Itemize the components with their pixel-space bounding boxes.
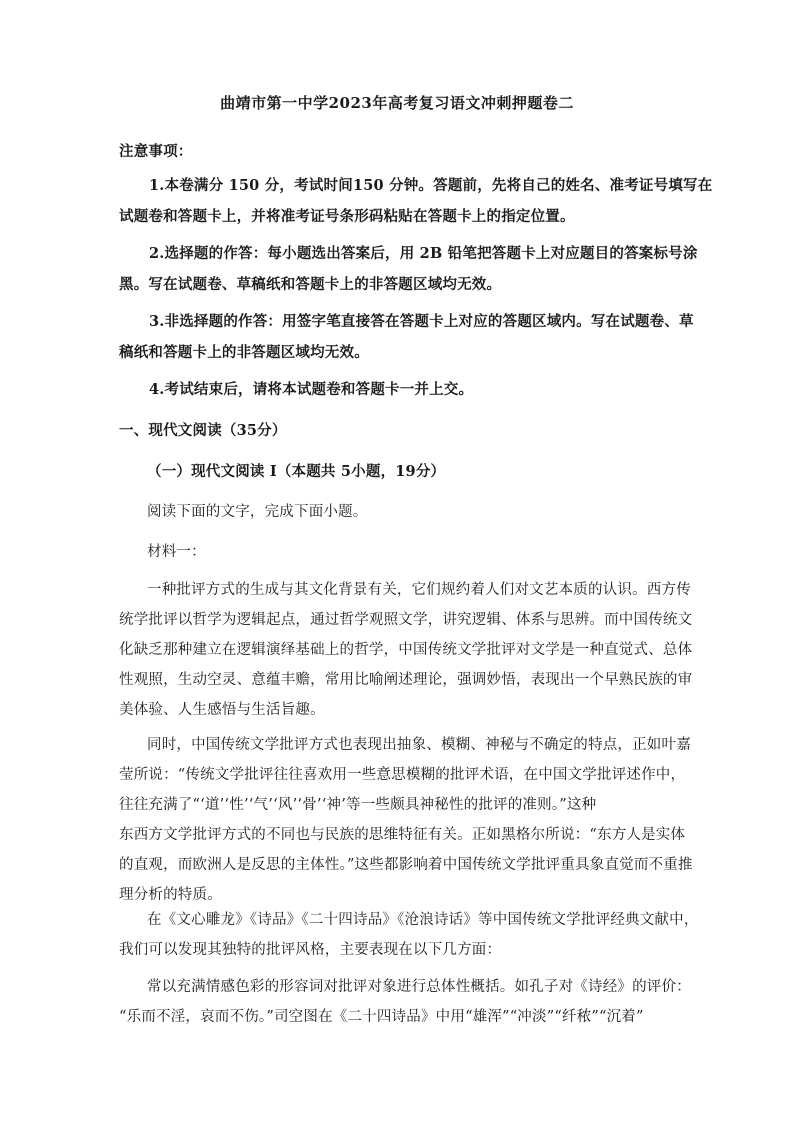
paragraph-2 bbox=[119, 730, 693, 910]
reading-instruction bbox=[119, 495, 679, 529]
notice-heading: 注意事项： bbox=[119, 143, 193, 160]
paragraph-4-line: 常以充满情感色彩的形容词对批评对象进行总体性概括。如孔子对《诗经》的评价： bbox=[147, 979, 691, 995]
paragraph-1-line: 一种批评方式的生成与其文化背景有关，它们规约着人们对文艺本质的认识。西方传 bbox=[147, 582, 691, 598]
paragraph-1-line: 美体验、人生感悟与生活旨趣。 bbox=[119, 702, 325, 718]
notice-item-1 bbox=[119, 170, 713, 232]
reading-instruction-text: 阅读下面的文字，完成下面小题。 bbox=[147, 504, 368, 520]
notice-item-2-line-2: 黑。写在试题卷、草稿纸和答题卡上的非答题区域均无效。 bbox=[119, 276, 502, 293]
notice-item-4 bbox=[119, 374, 679, 405]
paragraph-2-line: 莹所说：“传统文学批评往往喜欢用一些意思模糊的批评术语，在中国文学批评述作中， bbox=[119, 767, 686, 783]
paragraph-2-line: 东西方文学批评方式的不同也与民族的思维特征有关。正如黑格尔所说：“东方人是实体 bbox=[119, 827, 686, 843]
notice-item-1-line-1: 1.本卷满分 150 分，考试时间150 分钟。答题前，先将自己的姓名、准考证号填写在 bbox=[149, 177, 713, 194]
paragraph-2-line: 往往充满了“‘道’‘性’‘气’‘风’‘骨’‘神’等一些颇具神秘性的批评的准则。”这种 bbox=[119, 797, 597, 813]
paragraph-1-line: 性观照，生动空灵、意蕴丰赡，常用比喻阐述理论，强调妙悟，表现出一个早熟民族的审 bbox=[119, 672, 693, 688]
paragraph-3-line: 我们可以发现其独特的批评风格，主要表现在以下几方面： bbox=[119, 942, 502, 958]
notice-item-2-line-1: 2.选择题的作答：每小题选出答案后，用 2B 铅笔把答题卡上对应题目的答案标号涂 bbox=[149, 245, 698, 262]
material-label bbox=[119, 535, 679, 569]
document-title: 曲靖市第一中学2023年高考复习语文冲刺押题卷二 bbox=[220, 94, 574, 112]
notice-item-3-line-2: 稿纸和答题卡上的非答题区域均无效。 bbox=[119, 344, 369, 361]
notice-item-2 bbox=[119, 238, 698, 300]
notice-item-4-line-1: 4.考试结束后，请将本试题卷和答题卡一并上交。 bbox=[149, 381, 474, 398]
paragraph-3-line: 在《文心雕龙》《诗品》《二十四诗品》《沧浪诗话》等中国传统文学批评经典文献中， bbox=[147, 912, 699, 928]
subsection-heading-text: （一）现代文阅读 I（本题共 5小题，19分） bbox=[147, 463, 446, 480]
paragraph-2-line: 理分析的特质。 bbox=[119, 887, 222, 903]
subsection-heading bbox=[119, 455, 679, 489]
paragraph-3 bbox=[119, 905, 699, 965]
paragraph-4-line: “乐而不淫，哀而不伤。”司空图在《二十四诗品》中用“雄浑”“冲淡”“纤秾”“沉着” bbox=[119, 1009, 644, 1025]
paragraph-4 bbox=[119, 972, 691, 1032]
paragraph-2-line: 的直观，而欧洲人是反思的主体性。”这些都影响着中国传统文学批评重具象直觉而不重推 bbox=[119, 857, 693, 873]
paragraph-1-line: 统学批评以哲学为逻辑起点，通过哲学观照文学，讲究逻辑、体系与思辨。而中国传统文 bbox=[119, 612, 693, 628]
notice-item-3-line-1: 3.非选择题的作答：用签字笔直接答在答题卡上对应的答题区域内。写在试题卷、草 bbox=[149, 313, 694, 330]
paragraph-1 bbox=[119, 575, 693, 725]
paragraph-1-line: 化缺乏那种建立在逻辑演绎基础上的哲学，中国传统文学批评对文学是一种直觉式、总体 bbox=[119, 642, 693, 658]
paragraph-2-line: 同时，中国传统文学批评方式也表现出抽象、模糊、神秘与不确定的特点，正如叶嘉 bbox=[147, 737, 691, 753]
notice-item-3 bbox=[119, 306, 694, 368]
notice-item-1-line-2: 试题卷和答题卡上，并将准考证号条形码粘贴在答题卡上的指定位置。 bbox=[119, 208, 575, 225]
material-label-text: 材料一： bbox=[147, 544, 206, 560]
section-heading: 一、现代文阅读（35分） bbox=[119, 422, 287, 439]
